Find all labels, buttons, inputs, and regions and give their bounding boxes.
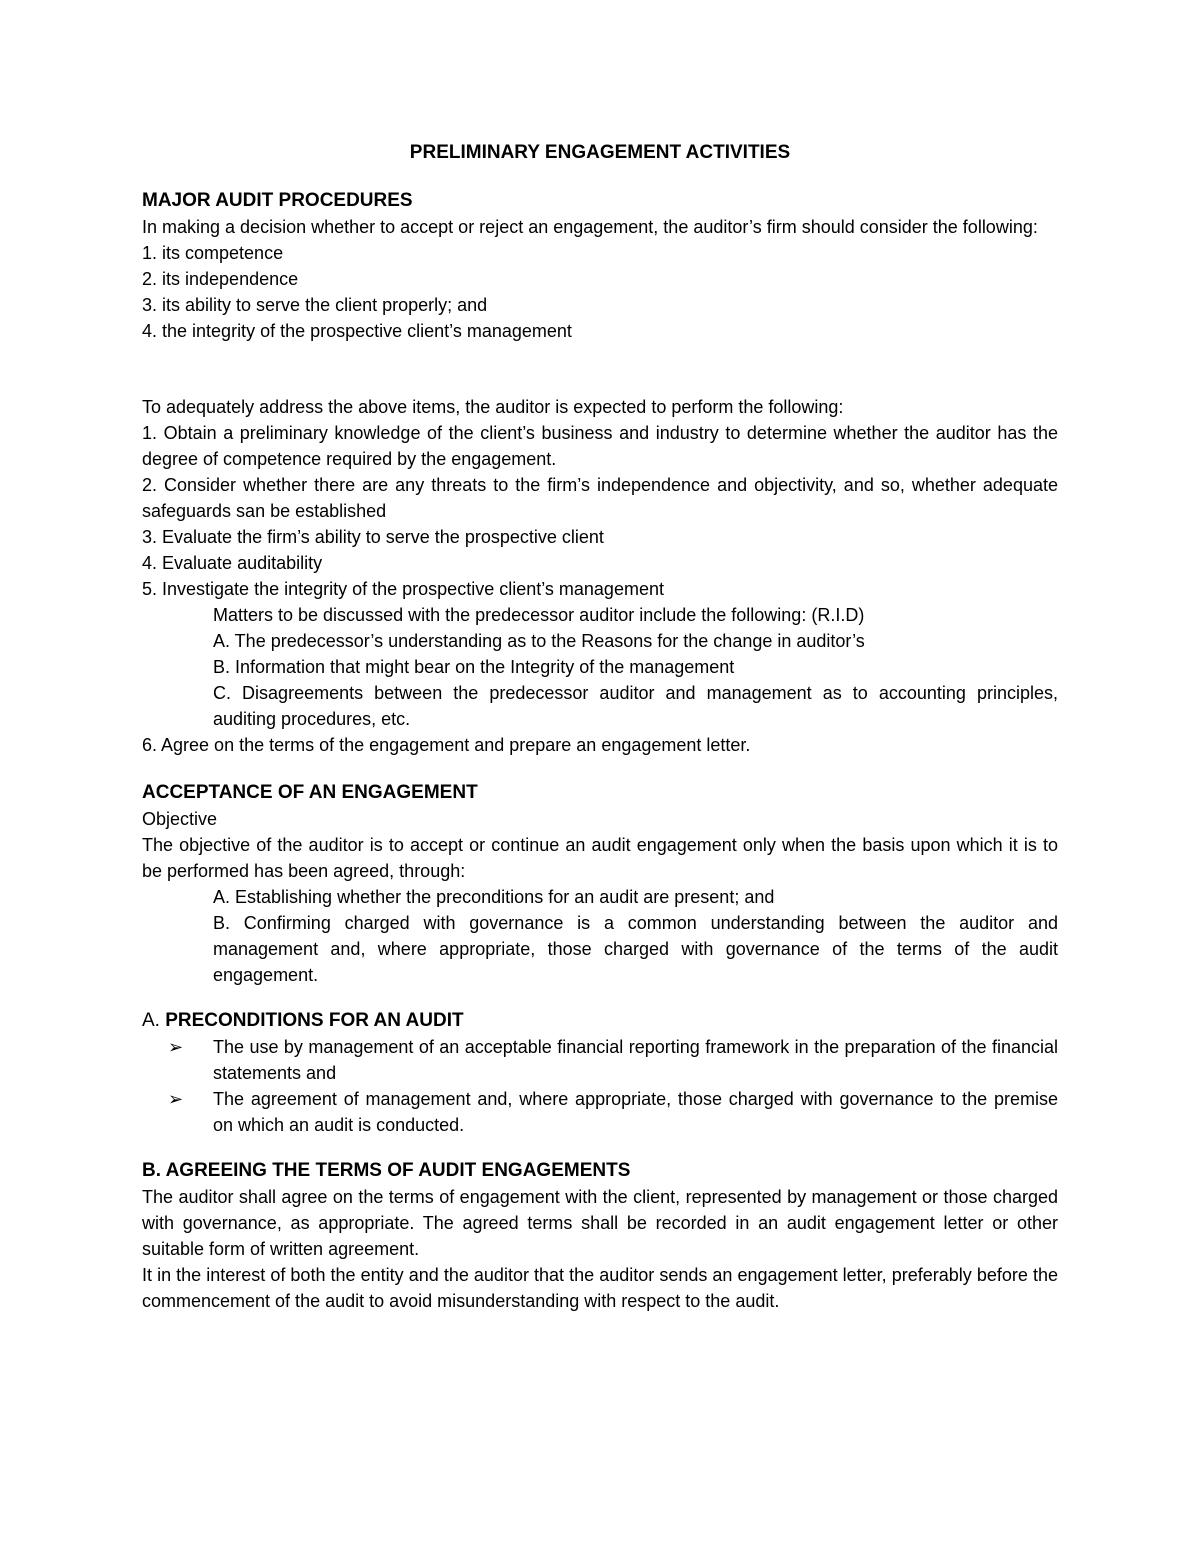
arrow-bullet-icon: ➢ — [168, 1037, 184, 1057]
spacer — [142, 988, 1058, 1008]
bullet-item — [142, 1086, 1058, 1138]
list-item: 5. Investigate the integrity of the prospective client’s management — [142, 579, 664, 599]
paragraph: The auditor shall agree on the terms of engagement with the client, represented by management or those charged with governance, as appropriate. The agreed terms shall be recorded in an audit engagement letter or other suitable form of written agreement. — [142, 1187, 1058, 1259]
list-item: 1. Obtain a preliminary knowledge of the client’s business and industry to determine whether the auditor has the degree of competence required by the engagement. — [142, 423, 1058, 469]
list-item: 2. Consider whether there are any threats to the firm’s independence and objectivity, and so, whether adequate safeguards san be established — [142, 475, 1058, 521]
heading-text: PRECONDITIONS FOR AN AUDIT — [165, 1010, 464, 1031]
list-item: 1. its competence — [142, 243, 284, 263]
paragraph: It in the interest of both the entity and the auditor that the auditor sends an engagement letter, preferably before the commencement of the audit to avoid misunderstanding with respect to the audit. — [142, 1265, 1058, 1311]
list-item: 3. its ability to serve the client properly; and — [142, 295, 488, 315]
section-heading-agreeing-terms: B. AGREEING THE TERMS OF AUDIT ENGAGEMENTS — [142, 1160, 631, 1181]
spacer — [142, 344, 1058, 394]
arrow-bullet-icon: ➢ — [168, 1089, 184, 1109]
spacer — [142, 758, 1058, 780]
bullet-text: The use by management of an acceptable financial reporting framework in the preparation of the financial statements and — [213, 1037, 1058, 1083]
sub-list-item: A. Establishing whether the preconditions for an audit are present; and — [213, 887, 775, 907]
list-item: 6. Agree on the terms of the engagement and prepare an engagement letter. — [142, 735, 751, 755]
spacer — [142, 1138, 1058, 1158]
section1-intro: In making a decision whether to accept or reject an engagement, the auditor’s firm should consider the following: — [142, 217, 1038, 237]
list-item: 4. Evaluate auditability — [142, 553, 323, 573]
document-page — [142, 140, 1058, 1314]
section3-body: The objective of the auditor is to accept or continue an audit engagement only when the basis upon which it is to be performed has been agreed, through: — [142, 835, 1058, 881]
bullet-text: The agreement of management and, where appropriate, those charged with governance to the premise on which an audit is conducted. — [213, 1089, 1058, 1135]
heading-prefix: A. — [142, 1010, 160, 1031]
sub-list-item: A. The predecessor’s understanding as to the Reasons for the change in auditor’s — [213, 631, 865, 651]
sub-list-item: C. Disagreements between the predecessor auditor and management as to accounting principles, auditing procedures, etc. — [213, 683, 1058, 729]
sub-list-item: B. Information that might bear on the Integrity of the management — [213, 657, 735, 677]
list-item: 4. the integrity of the prospective client’s management — [142, 321, 572, 341]
section-heading-preconditions — [142, 1008, 1058, 1034]
section2-intro: To adequately address the above items, the auditor is expected to perform the following: — [142, 397, 844, 417]
section3-subheading: Objective — [142, 809, 218, 829]
bullet-item — [142, 1034, 1058, 1086]
page-title: PRELIMINARY ENGAGEMENT ACTIVITIES — [409, 142, 791, 163]
sub-list-intro: Matters to be discussed with the predecessor auditor include the following: (R.I.D) — [213, 605, 865, 625]
sub-list-item: B. Confirming charged with governance is a common understanding between the auditor and management and, where appropriate, those charged with governance of the terms of the audit engagement. — [213, 913, 1058, 985]
list-item: 2. its independence — [142, 269, 299, 289]
section-heading-major-audit-procedures: MAJOR AUDIT PROCEDURES — [142, 190, 413, 211]
list-item: 3. Evaluate the firm’s ability to serve the prospective client — [142, 527, 604, 547]
section-heading-acceptance: ACCEPTANCE OF AN ENGAGEMENT — [142, 782, 478, 803]
